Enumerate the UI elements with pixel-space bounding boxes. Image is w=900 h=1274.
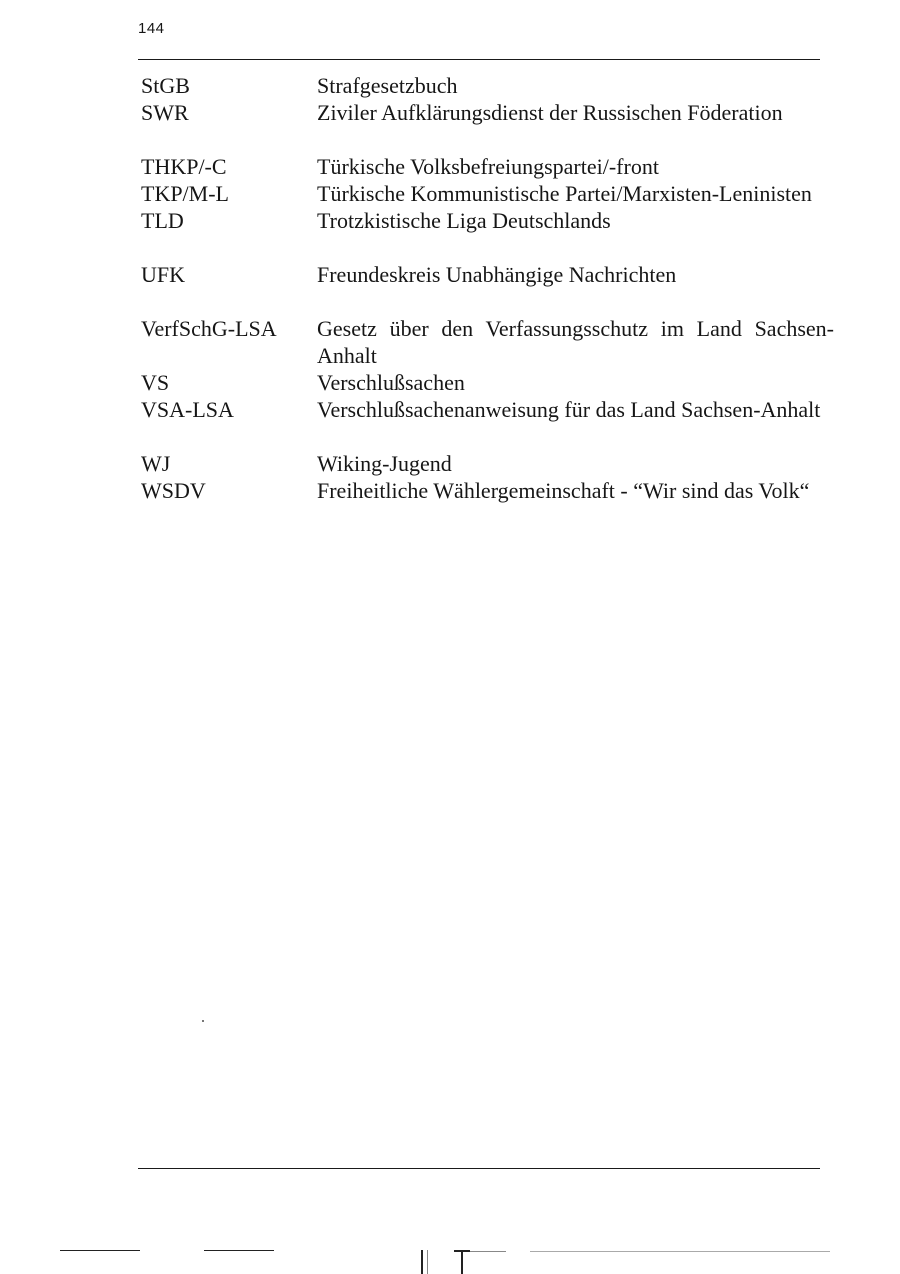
list-item (141, 72, 841, 99)
list-item (141, 153, 841, 180)
definition: Gesetz über den Verfassungsschutz im Land Sachsen-Anhalt (317, 316, 834, 368)
definition: Türkische Kommunistische Partei/Marxisten-Leninisten (317, 181, 812, 206)
group-separator (141, 288, 841, 315)
abbreviation: WJ (141, 451, 171, 476)
scan-edge-line (466, 1251, 506, 1252)
definition: Freiheitliche Wählergemeinschaft - “Wir sind das Volk“ (317, 478, 810, 503)
definition: Verschlußsachenanweisung für das Land Sachsen-Anhalt (317, 397, 821, 422)
abbreviation: VerfSchG-LSA (141, 316, 277, 341)
list-item (141, 180, 841, 207)
list-item (141, 369, 841, 396)
crop-mark (461, 1250, 463, 1274)
list-item (141, 477, 841, 504)
abbreviation: WSDV (141, 478, 206, 503)
definition: Strafgesetzbuch (317, 73, 458, 98)
scan-edge-line (530, 1251, 830, 1252)
definition: Türkische Volksbefreiungspartei/-front (317, 154, 659, 179)
list-item (141, 207, 841, 234)
scan-speck (202, 1020, 204, 1022)
definition: Ziviler Aufklärungsdienst der Russischen Föderation (317, 100, 783, 125)
scan-edge-line (60, 1250, 140, 1251)
list-item (141, 315, 841, 369)
abbreviation: VS (141, 370, 170, 395)
header-rule (138, 59, 820, 60)
abbreviation: THKP/-C (141, 154, 227, 179)
list-item (141, 99, 841, 126)
definition: Wiking-Jugend (317, 451, 452, 476)
footer-rule (138, 1168, 820, 1169)
group-separator (141, 234, 841, 261)
group-separator (141, 423, 841, 450)
definition: Trotzkistische Liga Deutschlands (317, 208, 611, 233)
list-item (141, 261, 841, 288)
group-separator (141, 126, 841, 153)
list-item (141, 396, 841, 423)
abbreviation: TKP/M-L (141, 181, 229, 206)
abbreviation: UFK (141, 262, 186, 287)
definition: Freundeskreis Unabhängige Nachrichten (317, 262, 677, 287)
crop-mark (421, 1250, 423, 1274)
abbreviation: SWR (141, 100, 189, 125)
page-number: 144 (138, 20, 165, 37)
abbreviation: VSA-LSA (141, 397, 234, 422)
scan-edge-line (204, 1250, 274, 1251)
list-item (141, 450, 841, 477)
definition: Verschlußsachen (317, 370, 465, 395)
abbreviation: TLD (141, 208, 184, 233)
crop-mark (427, 1250, 428, 1274)
abbreviation: StGB (141, 73, 190, 98)
abbreviation-list (141, 72, 841, 504)
